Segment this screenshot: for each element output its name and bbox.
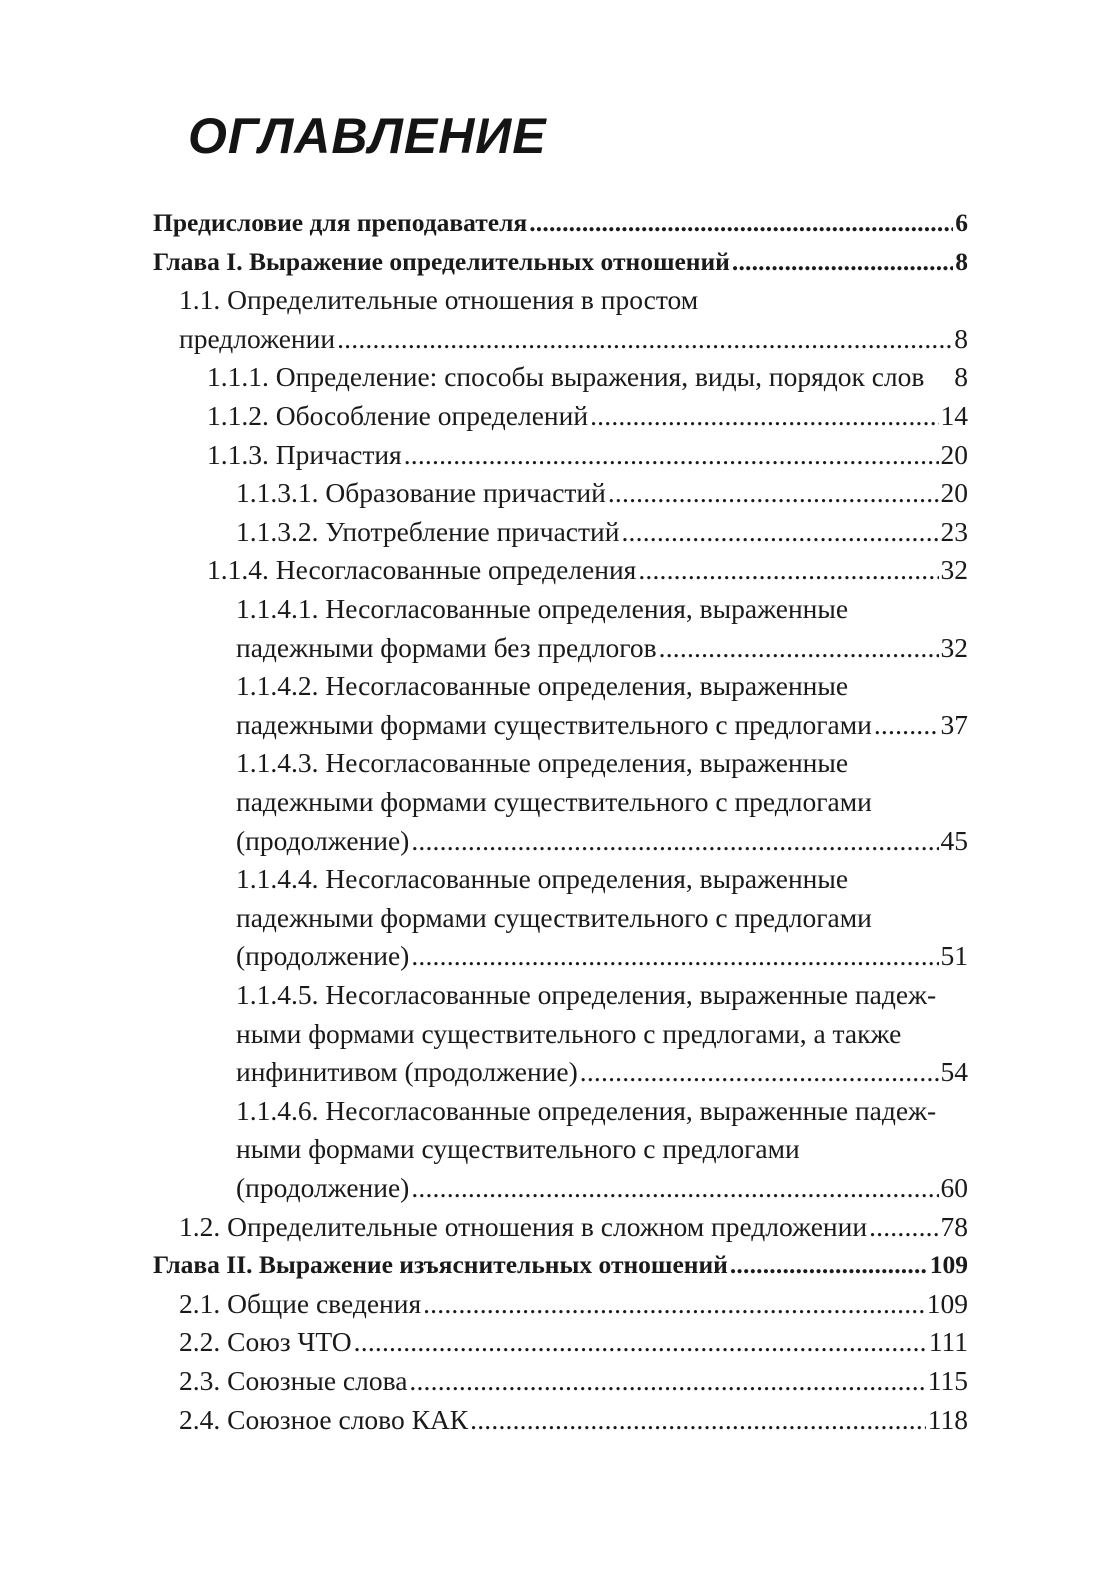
toc-leader-dots [590,397,938,435]
toc-entry-line [236,822,968,860]
toc-page-number: 115 [927,1365,968,1396]
toc-leader-dots [874,706,939,744]
toc-entry-label: 1.1.2. Обособление определений [207,400,589,431]
toc-entry-line [207,358,968,396]
toc-leader-dots [529,204,953,242]
toc-entry-line [236,629,968,667]
toc-entry-line [179,1401,968,1439]
toc-entry-label: падежными формами существительного с предлогами [236,901,872,933]
toc-leader-dots [869,1208,938,1246]
toc-leader-dots [411,937,938,975]
toc-entry-label: 1.1.4.4. Несогласованные определения, выраженные [236,863,849,895]
toc-entry-line [236,667,848,705]
toc-entry-line [179,1362,968,1400]
toc-entry-line [236,1092,936,1130]
toc-entry-label: (продолжение) [236,1172,410,1203]
toc-page-number: 45 [940,824,968,856]
toc-leader-dots [423,1285,925,1323]
toc-page-number: 20 [940,438,968,470]
toc-entry-line [153,204,968,242]
toc-page-number: 32 [940,631,968,663]
toc-leader-dots [411,1169,938,1207]
toc-entry-line [153,243,968,281]
toc-page-number: 51 [940,940,968,972]
toc-entry-label: 1.1.4.5. Несогласованные определения, выраженные падеж- [236,979,937,1010]
toc-entry-line [236,590,848,628]
toc-entry-label: падежными формами существительного с предлогами [236,708,872,740]
toc-leader-dots [621,513,938,551]
toc-entry-line [236,860,848,898]
toc-page-number: 54 [940,1056,968,1088]
toc-entry-label: (продолжение) [236,940,410,972]
toc-entry-line [236,1015,901,1053]
toc-leader-dots [354,1323,927,1361]
toc-leader-dots [409,1362,925,1400]
toc-entry-line [236,899,872,937]
toc-entry-line [236,1130,800,1168]
page-title: ОГЛАВЛЕНИЕ [188,108,547,164]
toc-entry-label: 2.4. Союзное слово КАК [179,1403,469,1435]
toc-entry-line [236,474,968,512]
toc-leader-dots [411,822,938,860]
toc-entry-label: падежными формами существительного с предлогами [236,786,872,817]
toc-entry-label: ными формами существительного с предлогами [236,1133,800,1165]
toc-entry-line [179,1285,968,1323]
toc-entry-label: 1.1.4.2. Несогласованные определения, выраженные [236,670,849,702]
toc-entry-label: 1.1.4.1. Несогласованные определения, выраженные [236,593,849,624]
toc-entry-line [179,281,698,319]
toc-entry-line [236,744,848,782]
toc-page-number: 32 [940,554,968,586]
toc-leader-dots [659,629,939,667]
toc-entry-line [236,976,936,1014]
toc-leader-dots [730,1246,928,1284]
toc-leader-dots [638,551,938,589]
toc-entry-label: ными формами существительного с предлогами, а также [236,1017,902,1049]
toc-entry-label: 1.1.1. Определение: способы выражения, виды, порядок слов [207,361,925,393]
toc-entry-label: Предисловие для преподавателя [153,208,528,237]
toc-entry-line [207,551,968,589]
toc-entry-label: 2.3. Союзные слова [179,1365,408,1396]
toc-entry-label: 1.1.3. Причастия [207,438,402,470]
toc-page-number: 118 [927,1403,968,1435]
toc-page-number: 8 [955,246,968,276]
toc-entry-label: 2.2. Союз ЧТО [179,1326,352,1358]
toc-entry-line [236,783,872,821]
toc-entry-line [153,1246,968,1284]
toc-page-number: 109 [929,1250,968,1280]
toc-entry-line [236,1169,968,1207]
toc-page-number: 14 [940,400,968,431]
toc-entry-label: инфинитивом (продолжение) [236,1056,578,1088]
toc-leader-dots [732,243,953,281]
toc-entry-label: 1.1.3.1. Образование причастий [236,477,606,509]
toc-entry-line [207,397,968,435]
toc-leader-dots [337,320,952,358]
toc-entry-label: 1.1.4.3. Несогласованные определения, выраженные [236,747,849,779]
toc-page-number: 8 [954,361,968,393]
toc-entry-label: Глава I. Выражение определительных отношений [153,246,730,276]
toc-leader-dots [608,474,939,512]
toc-entry-label: 1.1.4. Несогласованные определения [207,554,637,586]
toc-entry-line [179,1208,968,1246]
toc-entry-label: 2.1. Общие сведения [179,1287,422,1319]
toc-entry-line [179,1323,968,1361]
toc-page-number: 109 [926,1287,968,1319]
toc-page-number: 6 [955,208,968,237]
toc-leader-dots [470,1401,926,1439]
toc-entry-line [236,513,968,551]
toc-entry-line [236,706,968,744]
toc-entry-label: (продолжение) [236,824,410,856]
toc-page-number: 111 [928,1326,968,1358]
toc-entry-line [207,436,968,474]
toc-leader-dots [404,436,939,474]
toc-entry-label: предложении [179,322,336,354]
toc-entry-label: 1.1.3.2. Употребление причастий [236,515,620,547]
toc-entry-label: Глава II. Выражение изъяснительных отношений [153,1250,728,1280]
toc-entry-label: 1.1. Определительные отношения в простом [179,284,699,316]
toc-entry-line [236,937,968,975]
toc-entry-label: 1.2. Определительные отношения в сложном предложении [179,1210,868,1242]
toc-page-number: 8 [954,322,968,354]
toc-page-number: 23 [940,515,968,547]
toc-leader-dots [580,1053,939,1091]
toc-page-number: 78 [940,1210,968,1242]
toc-entry-line [236,1053,968,1091]
toc-entry-line [179,320,968,358]
toc-page-number: 20 [940,477,968,509]
toc-entry-label: падежными формами без предлогов [236,631,657,663]
toc-entry-label: 1.1.4.6. Несогласованные определения, выраженные падеж- [236,1094,937,1126]
toc-page-number: 60 [940,1172,968,1203]
toc-page-number: 37 [940,708,968,740]
